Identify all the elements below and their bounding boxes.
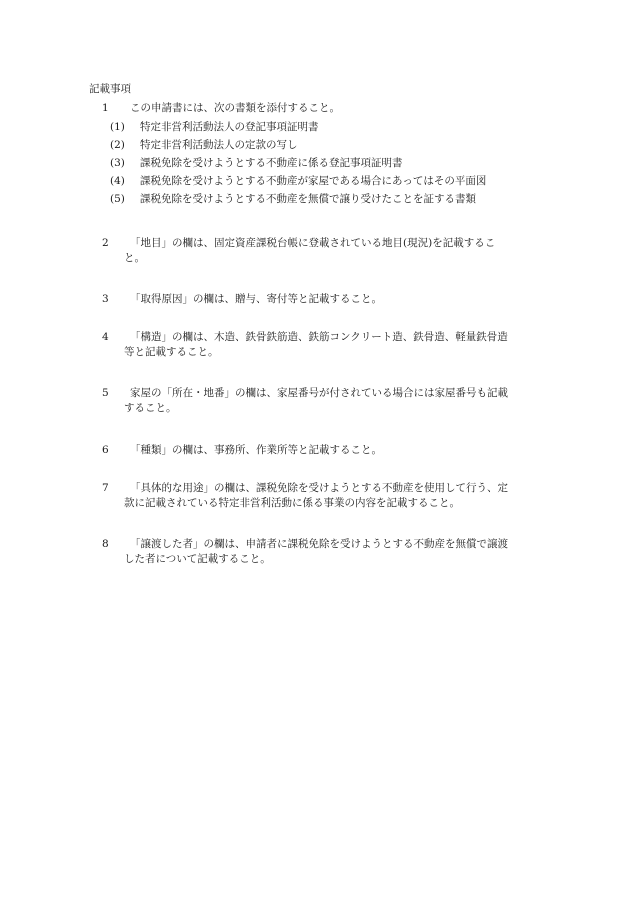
- item-number: 8: [102, 538, 109, 550]
- item-text-line: 家屋の「所在・地番」の欄は、家屋番号が付されている場合には家屋番号も記載: [130, 387, 508, 399]
- attachment-number: (3): [110, 157, 125, 169]
- item-text-line: 「取得原因」の欄は、贈与、寄付等と記載すること。: [130, 293, 382, 305]
- item-text: [118, 481, 554, 511]
- item-number: 5: [102, 387, 109, 399]
- list-item: [102, 101, 554, 116]
- item-number: 6: [102, 444, 109, 456]
- attachment-text: 特定非営利活動法人の登記事項証明書: [140, 121, 319, 133]
- attachment-text: 課税免除を受けようとする不動産を無償で譲り受けたことを証する書類: [140, 193, 476, 205]
- item-text-line: 「譲渡した者」の欄は、申請者に課税免除を受けようとする不動産を無償で譲渡: [130, 538, 508, 550]
- item-number: 1: [102, 102, 109, 114]
- item-text-line: 「構造」の欄は、木造、鉄骨鉄筋造、鉄筋コンクリート造、鉄骨造、軽量鉄骨造: [130, 331, 508, 343]
- item-text: [118, 330, 554, 360]
- item-text: [118, 101, 554, 116]
- list-item: [102, 236, 554, 266]
- item-text: [118, 443, 554, 458]
- list-item: [102, 537, 554, 567]
- section-heading: 記載事項: [89, 83, 131, 95]
- item-text: [118, 236, 554, 266]
- item-text: [118, 292, 554, 307]
- attachment-number: (1): [110, 121, 125, 133]
- attachment-text: 特定非営利活動法人の定款の写し: [140, 139, 298, 151]
- attachment-text: 課税免除を受けようとする不動産に係る登記事項証明書: [140, 157, 403, 169]
- list-item: [102, 330, 554, 360]
- attachment-text: 課税免除を受けようとする不動産が家屋である場合にあってはその平面図: [140, 175, 487, 187]
- list-item: [102, 386, 554, 416]
- attachment-number: (5): [110, 193, 125, 205]
- attachment-number: (4): [110, 175, 125, 187]
- item-text-line: 等と記載すること。: [124, 346, 219, 358]
- attachment-number: (2): [110, 139, 125, 151]
- item-text-line: この申請書には、次の書類を添付すること。: [130, 102, 340, 114]
- item-text-line: した者について記載すること。: [124, 553, 271, 565]
- item-number: 3: [102, 293, 109, 305]
- list-item: [102, 292, 554, 307]
- item-number: 4: [102, 331, 109, 343]
- list-item: [102, 481, 554, 511]
- item-text-line: 款に記載されている特定非営利活動に係る事業の内容を記載すること。: [124, 497, 460, 509]
- item-text-line: 「具体的な用途」の欄は、課税免除を受けようとする不動産を使用して行う、定: [130, 482, 508, 494]
- item-number: 2: [102, 237, 109, 249]
- item-text-line: すること。: [124, 402, 177, 414]
- item-text-line: と。: [124, 252, 145, 264]
- item-text-line: 「種類」の欄は、事務所、作業所等と記載すること。: [130, 444, 382, 456]
- item-text-line: 「地目」の欄は、固定資産課税台帳に登載されている地目(現況)を記載するこ: [130, 237, 496, 249]
- item-text: [118, 386, 554, 416]
- item-number: 7: [102, 482, 109, 494]
- item-text: [118, 537, 554, 567]
- list-item: [102, 443, 554, 458]
